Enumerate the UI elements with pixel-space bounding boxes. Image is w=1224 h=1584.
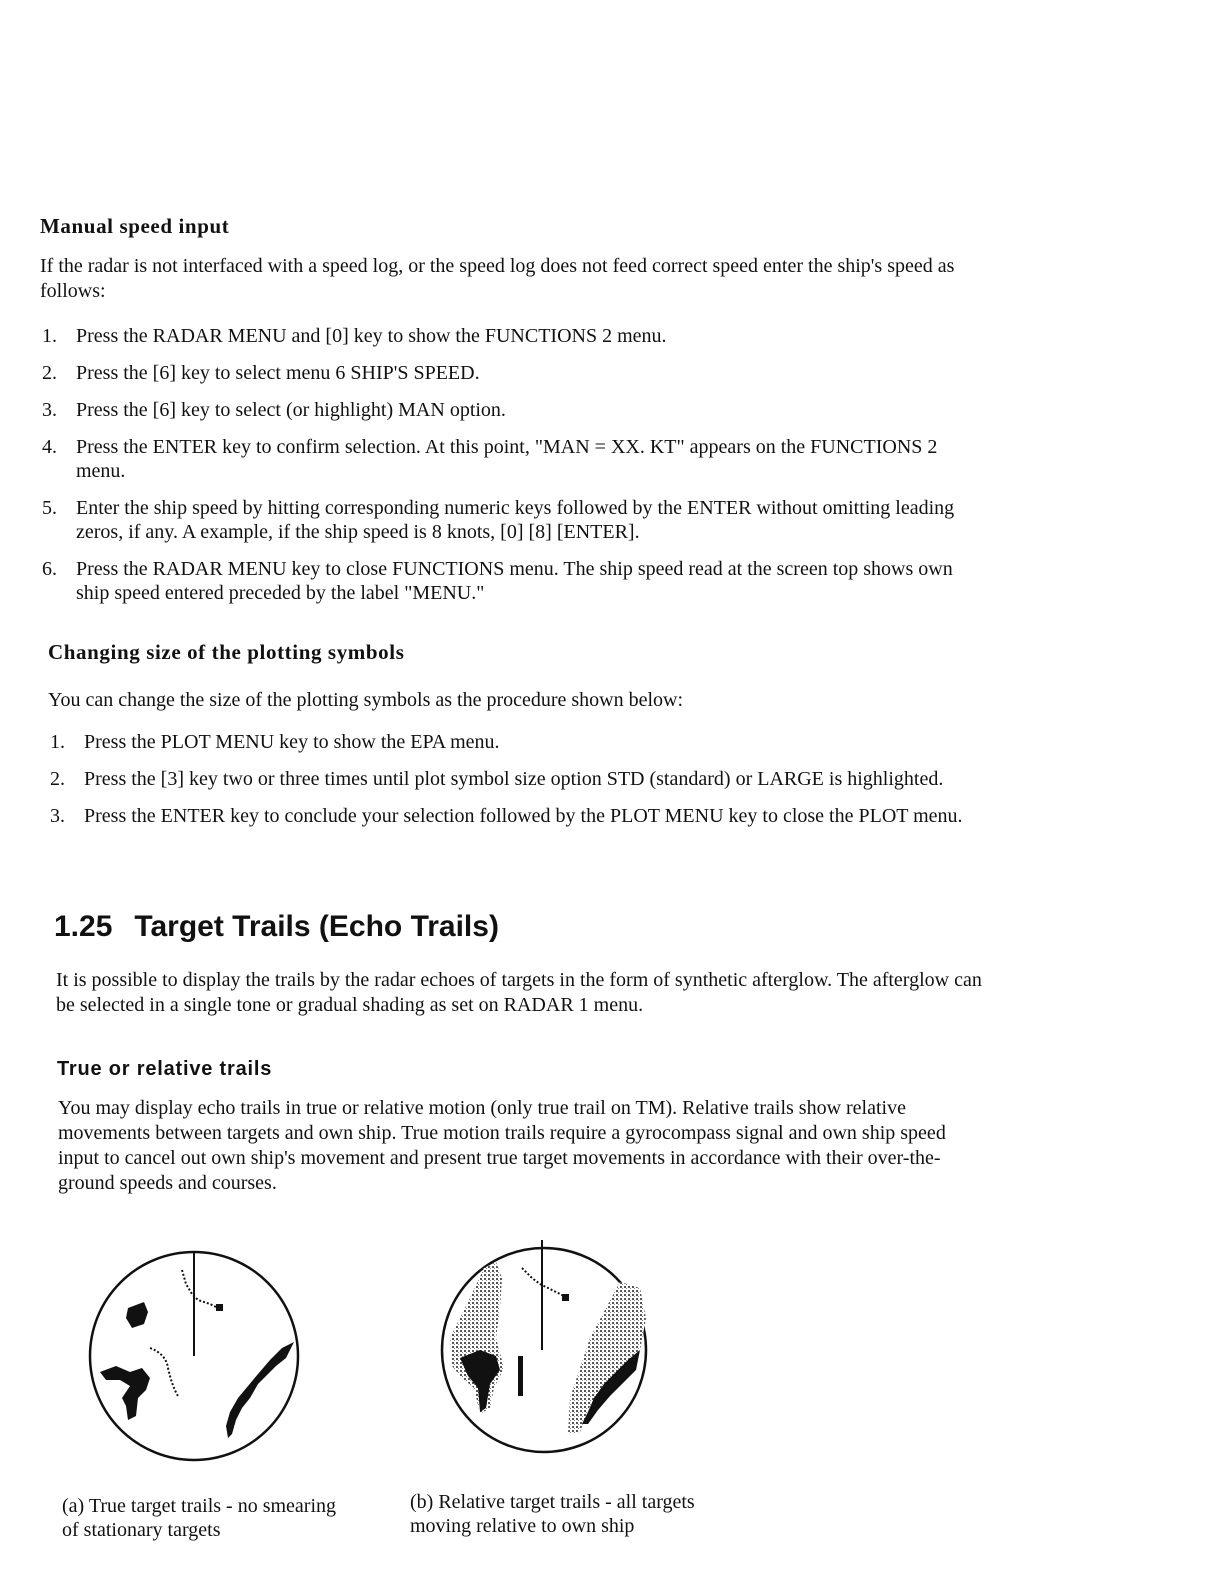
plot-symbols-steps: [50, 730, 980, 841]
true-relative-body: You may display echo trails in true or relative motion (only true trail on TM). Relative trails show relative movements between targets and own ship. True motion trails require a gyrocompass signal and own ship speed input to cancel out own ship's movement and present true target movements in accordance with their over-the-ground speeds and courses.: [58, 1097, 946, 1194]
list-item: 4. Press the ENTER key to confirm selection. At this point, "MAN = XX. KT" appears on the FUNCTIONS 2 menu.: [42, 436, 938, 482]
stationary-target: [126, 1302, 148, 1328]
target-echo: [216, 1304, 223, 1311]
section-title-text: Target Trails (Echo Trails): [134, 910, 499, 943]
target-trail: [182, 1270, 218, 1308]
list-item: 3. Press the [6] key to select (or highlight) MAN option.: [42, 399, 506, 421]
manual-speed-heading: Manual speed input: [40, 214, 230, 238]
manual-speed-intro: If the radar is not interfaced with a speed log, or the speed log does not feed correct speed enter the ship's speed as follows:: [40, 255, 955, 302]
target-echo: [562, 1294, 569, 1301]
plot-symbols-intro: You can change the size of the plotting symbols as the procedure shown below:: [48, 689, 684, 711]
figure-a-caption: (a) True target trails - no smearing of stationary targets: [62, 1495, 337, 1541]
list-item: 2. Press the [3] key two or three times until plot symbol size option STD (standard) or LARGE is highlighted.: [50, 768, 944, 790]
smeared-echo: [450, 1262, 504, 1414]
plot-symbols-heading: Changing size of the plotting symbols: [48, 640, 405, 664]
list-item: 6. Press the RADAR MENU key to close FUNCTIONS menu. The ship speed read at the screen top shows own ship speed entered preceded by the label "MENU.": [42, 558, 953, 604]
section-intro: It is possible to display the trails by the radar echoes of targets in the form of synthetic afterglow. The afterglow can be selected in a single tone or gradual shading as set on RADAR 1 menu.: [56, 969, 982, 1016]
list-item: 2. Press the [6] key to select menu 6 SHIP'S SPEED.: [42, 362, 480, 384]
stationary-target: [518, 1356, 523, 1396]
coastline-echo: [226, 1342, 294, 1438]
manual-speed-steps: [42, 324, 972, 618]
radar-figure-relative-trails: [440, 1238, 660, 1462]
list-item: 1. Press the RADAR MENU and [0] key to show the FUNCTIONS 2 menu.: [42, 325, 667, 347]
section-title: [54, 910, 499, 944]
list-item: 3. Press the ENTER key to conclude your selection followed by the PLOT MENU key to close the PLOT menu.: [50, 805, 963, 827]
true-relative-heading: True or relative trails: [57, 1058, 273, 1080]
target-trail: [150, 1348, 178, 1396]
radar-figure-true-trails: [86, 1248, 306, 1468]
list-item: 5. Enter the ship speed by hitting corresponding numeric keys followed by the ENTER without omitting leading zeros, if any. A example, if the ship speed is 8 knots, [0] [8] [ENTER].: [42, 497, 955, 543]
list-item: 1. Press the PLOT MENU key to show the EPA menu.: [50, 731, 500, 753]
figure-b-caption: (b) Relative target trails - all targets moving relative to own ship: [410, 1491, 695, 1537]
section-number: 1.25: [54, 910, 113, 943]
